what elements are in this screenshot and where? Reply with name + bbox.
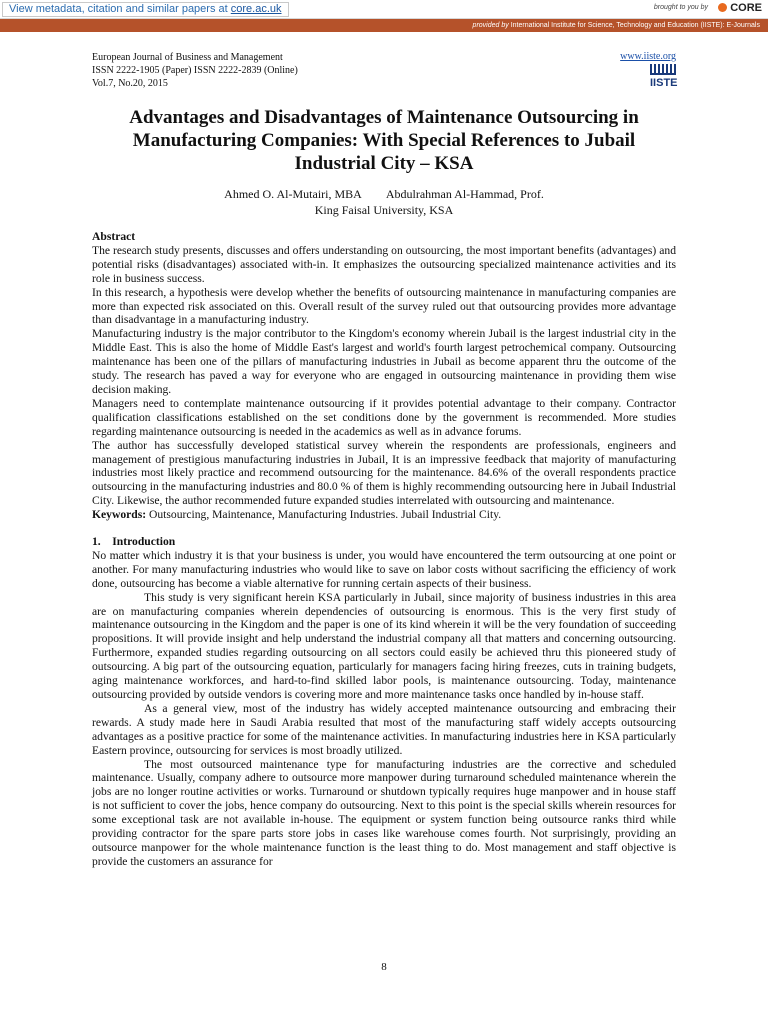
iiste-logo-text: IISTE <box>650 77 678 89</box>
provided-by-bar <box>0 19 768 32</box>
provided-prefix: provided by <box>472 22 509 29</box>
core-banner <box>0 0 768 19</box>
brought-to-you-text: brought to you by <box>653 4 708 11</box>
paper-title: Advantages and Disadvantages of Maintenance Outsourcing in Manufacturing Companies: With Special References to Jubail Industrial City – KSA <box>129 107 639 174</box>
section-heading-introduction: 1. Introduction <box>92 535 176 549</box>
paper-body <box>92 230 676 869</box>
author-2: Abdulrahman Al-Hammad, Prof. <box>385 187 544 201</box>
keywords-text: Outsourcing, Maintenance, Manufacturing Industries. Jubail Industrial City. <box>146 508 502 522</box>
abstract-paragraph: Managers need to contemplate maintenance outsourcing if it provides potential advantage to their company. Contractor qualification classifications established on the set conditions done by the government is recommended. More studies regarding maintenance outsourcing is needed in the academics as well as in advance forums. <box>92 396 676 438</box>
affiliation: King Faisal University, KSA <box>314 203 454 217</box>
keywords <box>92 508 676 522</box>
intro-paragraph: As a general view, most of the industry has widely accepted maintenance outsourcing and embracing their rewards. A study made here in Saudi Arabia resulted that most of the manufacturing staff widely accepts outsourcing advantages as a positive practice for some of the maintenance activities. In manufacturing industries here in KSA particularly Eastern province, outsourcing for services is most broadly utilized. <box>92 701 676 757</box>
page-number: 8 <box>381 961 387 973</box>
core-logo-icon <box>718 3 727 12</box>
intro-paragraph: This study is very significant herein KSA particularly in Jubail, since majority of business industries in this area are on manufacturing companies wherein dependencies of outsourcing is enormous. This is the very first study of maintenance outsourcing in the Kingdom and the paper is one of its kind wherein it will be the very foundation of succeeding propositions. It will provide insight and help understand the industrial company all that matters and concerning outsourcing. Furthermore, expanded studies regarding outsourcing on all sectors could easily be achieved thru this pioneered study of outsourcing. A big part of the outsourcing equation, particularly for managers facing hiring freezes, cuts in training budgets, aging maintenance workforces, and hard-to-find skilled labor pools, is maintenance outsourcing. Today, maintenance outsourcing provided by outside vendors is covering more and more maintenance tasks once handled by in-house staff. <box>92 590 676 701</box>
core-logo-text: CORE <box>730 2 762 14</box>
journal-issn: ISSN 2222-1905 (Paper) ISSN 2222-2839 (Online) <box>92 65 298 76</box>
core-logo[interactable] <box>718 2 762 14</box>
journal-header <box>92 51 298 90</box>
author-1: Ahmed O. Al-Mutairi, MBA <box>224 187 362 201</box>
abstract-paragraph: The author has successfully developed statistical survey wherein the respondents are professionals, engineers and management of prestigious manufacturing industries in Jubail, It is an impressive feedback that majority of manufacturing industries most likely practice and recommend outsourcing for the maintenance. 84.6% of the overall respondents practice outsourcing in the manufacturing industries and 80.0 % of them is highly recommending outsourcing here in Jubail Industrial City. Likewise, the author recommended future expanded studies interrelated with outsourcing and maintenance. <box>92 438 676 508</box>
abstract-paragraph: Manufacturing industry is the major contributor to the Kingdom's economy wherein Jubail is the largest industrial city in the Middle East. This is also the home of Middle East's largest and world's fourth largest petrochemical company. Outsourcing maintenance has been one of the pillars of manufacturing industries in Jubail as become apparent thru the outcome of the study. The research has paved a way for everyone who are engaged in outsourcing maintenance in providing them wise decision making. <box>92 327 676 396</box>
journal-url-link[interactable]: www.iiste.org <box>620 51 676 62</box>
intro-paragraph: The most outsourced maintenance type for manufacturing industries are the corrective and scheduled maintenance. Usually, company adhere to outsource more manpower during turnaround scheduled maintenance wherein the jobs are no longer routine activities or works. Turnaround or shutdown typically requires huge manpower and in house staff is not sufficient to cover the jobs, hence company do outsourcing. Next to this point is the special skills wherein resources for some exceptional task are not available in-house. The equipment or system function being outsource ranks third while providing contractor for the spare parts store jobs in cases like warehouse comes fourth. Not surprisingly, providing an outsource manpower for the whole maintenance function is the least thing to do. Most management and staff objective is provide the customers an assurance for <box>92 757 676 868</box>
abstract-paragraph: In this research, a hypothesis were develop whether the benefits of outsourcing maintenance in manufacturing companies are more than expected risk associated on this. Overall result of the survey ruled out that outsourcing provides more advantage than disadvantage in a manufacturing industry. <box>92 285 676 327</box>
core-left-text: View metadata, citation and similar papers at <box>9 3 228 15</box>
author-block <box>92 186 676 218</box>
core-link[interactable]: core.ac.uk <box>230 3 282 15</box>
journal-volume: Vol.7, No.20, 2015 <box>92 78 168 89</box>
abstract-heading: Abstract <box>92 230 136 243</box>
abstract-paragraph: The research study presents, discusses and offers understanding on outsourcing, the most important benefits (advantages) and potential risks (disadvantages) associated with-in. It emphasizes the outsourcing specialized maintenance activities and its role in business success. <box>92 243 676 285</box>
intro-paragraph: No matter which industry it is that your business is under, you would have encountered the term outsourcing at one point or another. For many manufacturing industries who would like to save on labor costs without sacrificing the efficiency of work done, outsourcing has become a viable alternative for running certain aspects of their business. <box>92 548 676 590</box>
keywords-label: Keywords: <box>92 508 147 522</box>
provided-text[interactable]: International Institute for Science, Technology and Education (IISTE): E-Journals <box>510 22 760 29</box>
iiste-logo <box>650 64 676 90</box>
core-metadata-link[interactable] <box>2 2 289 17</box>
journal-url-block <box>620 51 676 62</box>
journal-name: European Journal of Business and Management <box>92 52 283 63</box>
iiste-logo-icon <box>650 64 676 75</box>
